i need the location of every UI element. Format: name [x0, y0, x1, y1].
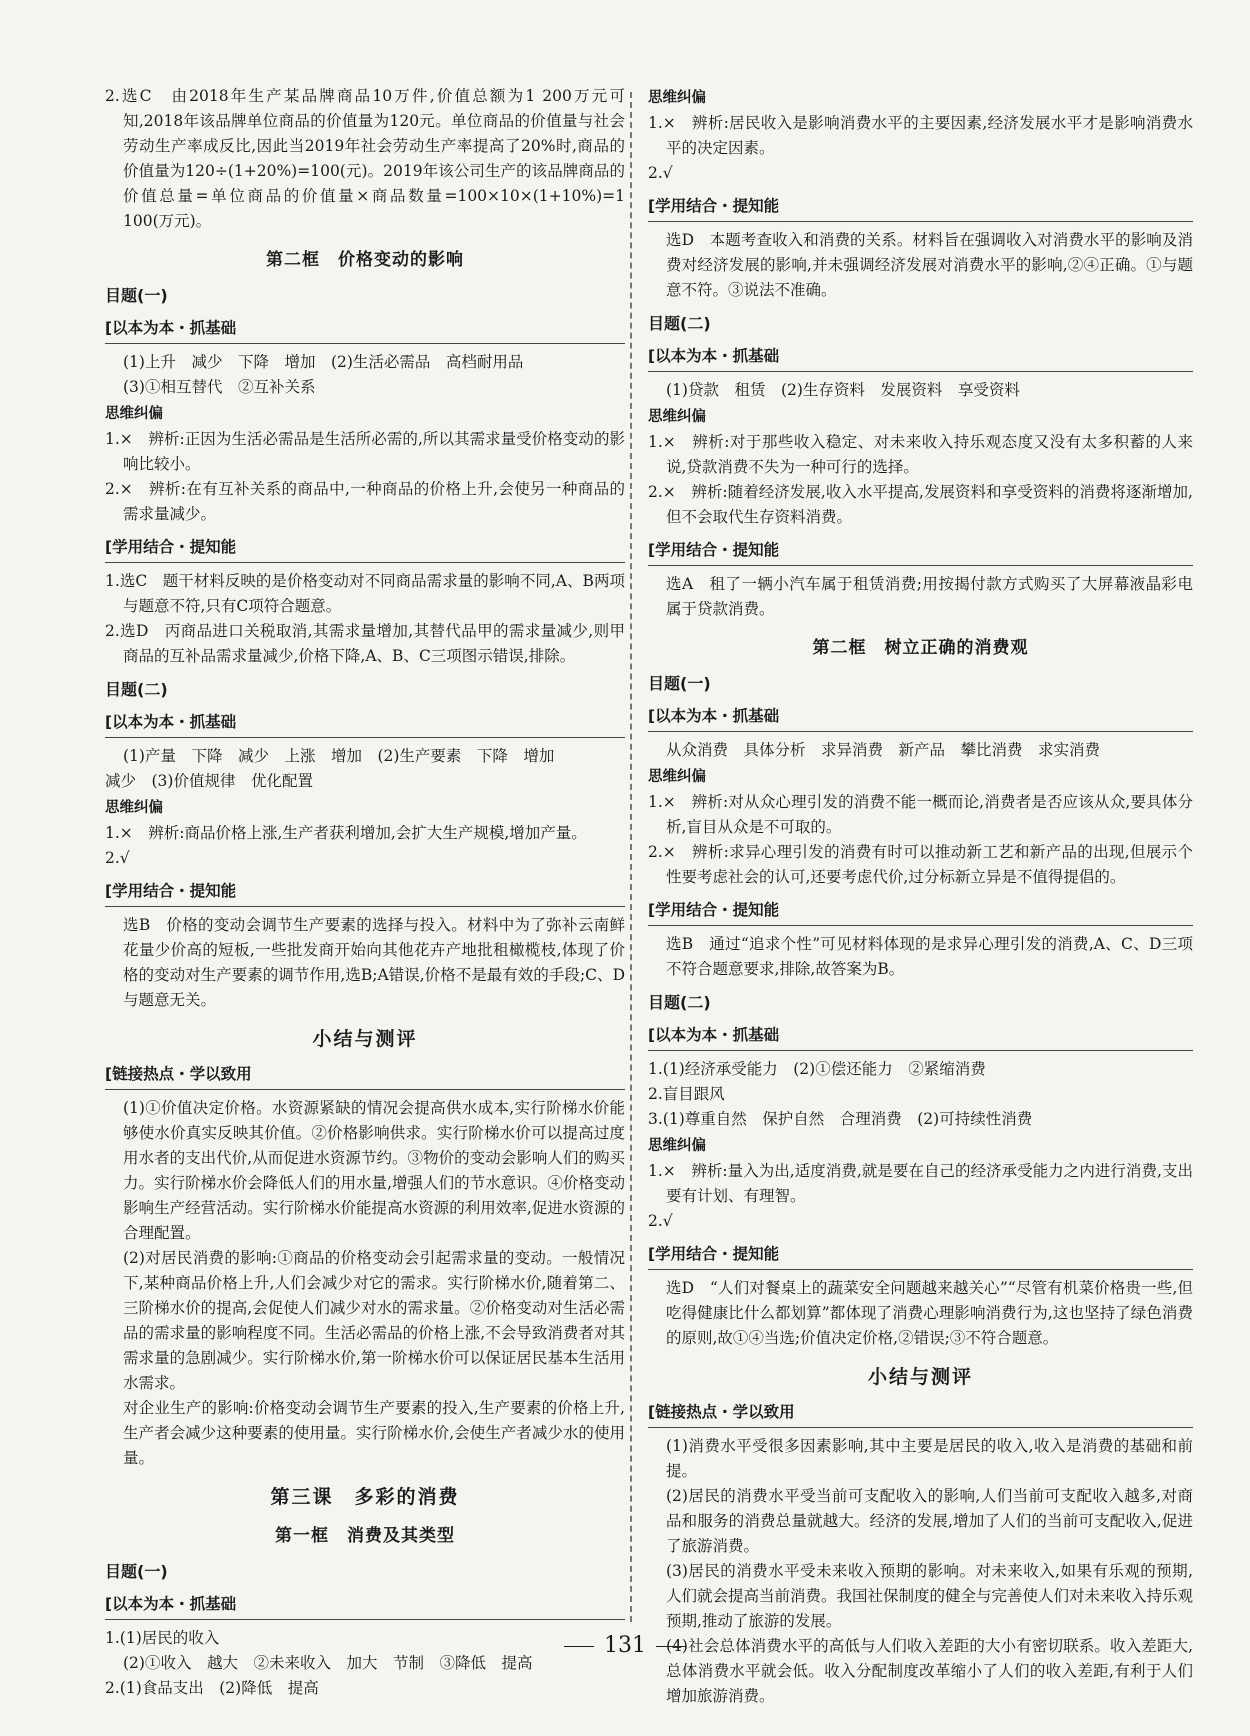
page-number: 131 — [0, 1633, 1250, 1658]
answer-paragraph: (4)社会总体消费水平的高低与人们收入差距的大小有密切联系。收入差距大,总体消费水平就会低。收入分配制度改革缩小了人们的收入差距,有利于人们增加旅游消费。 — [666, 1637, 1193, 1705]
topic-heading: 目题(一) — [105, 1562, 168, 1581]
subheading: 思维纠偏 — [648, 409, 706, 425]
answer-line: 2.× 辨析:求异心理引发的消费有时可以推动新工艺和新产品的出现,但展示个性要考虑社会的认可,还要考虑代价,过分标新立异是不值得提倡的。 — [648, 843, 1193, 886]
right-column — [648, 84, 1193, 1709]
answer-line: 1.(1)经济承受能力 (2)①偿还能力 ②紧缩消费 — [648, 1060, 986, 1078]
answer-line: 从众消费 具体分析 求异消费 新产品 攀比消费 求实消费 — [666, 741, 1101, 759]
summary-title: 小结与测评 — [312, 1028, 418, 1050]
section-tag: [ 以本为本・抓基础 — [648, 704, 1193, 732]
answer-paragraph: (2)对居民消费的影响:①商品的价格变动会引起需求量的变动。一般情况下,某种商品价格上升,人们会减少对它的需求。实行阶梯水价,随着第二、三阶梯水价的提高,会促使人们减少对水的需求量。②价格变动对生活必需品的需求量的影响程度不同。生活必需品的价格上涨,不会导致消费者对其需求量的急剧减少。实行阶梯水价,第一阶梯水价可以保证居民基本生活用水需求。 — [123, 1249, 625, 1392]
answer-line: 2.√ — [648, 1212, 673, 1230]
topic-heading: 目题(一) — [648, 674, 711, 693]
answer-line: 2.× 辨析:在有互补关系的商品中,一种商品的价格上升,会使另一种商品的需求量减少。 — [105, 480, 625, 523]
answer-line: 1.(1)居民的收入 — [105, 1629, 220, 1647]
answer-line: 1.× 辨析:居民收入是影响消费水平的主要因素,经济发展水平才是影响消费水平的决定因素。 — [648, 114, 1193, 157]
answer-line: 1.× 辨析:正因为生活必需品是生活所必需的,所以其需求量受价格变动的影响比较小。 — [105, 430, 625, 473]
section-tag: [ 学用结合・提知能 — [105, 879, 625, 907]
answer-line: 1.× 辨析:商品价格上涨,生产者获利增加,会扩大生产规模,增加产量。 — [105, 824, 587, 842]
subheading: 思维纠偏 — [648, 1138, 706, 1154]
section-title: 第二框 价格变动的影响 — [266, 250, 464, 270]
answer-line: 2.(1)食品支出 (2)降低 提高 — [105, 1679, 319, 1697]
left-column — [105, 84, 625, 1701]
answer-line: (1)产量 下降 减少 上涨 增加 (2)生产要素 下降 增加 — [123, 747, 555, 765]
answer-line: 选D 本题考查收入和消费的关系。材料旨在强调收入对消费水平的影响及消费对经济发展的影响,并未强调经济发展对消费水平的影响,②④正确。①与题意不符。③说法不准确。 — [666, 231, 1193, 299]
lesson-title: 第三课 多彩的消费 — [270, 1486, 460, 1508]
answer-paragraph: (3)居民的消费水平受未来收入预期的影响。对未来收入,如果有乐观的预期,人们就会提高当前消费。我国社保制度的健全与完善使人们对未来收入持乐观预期,推动了旅游的发展。 — [666, 1562, 1194, 1630]
answer-paragraph: 对企业生产的影响:价格变动会调节生产要素的投入,生产要素的价格上升,生产者会减少这种要素的使用量。实行阶梯水价,会使生产者减少水的使用量。 — [123, 1399, 625, 1467]
topic-heading: 目题(一) — [105, 286, 168, 305]
answer-line: 选D “人们对餐桌上的蔬菜安全问题越来越关心”“尽管有机菜价格贵一些,但吃得健康比什么都划算”都体现了消费心理影响消费行为,这也坚持了绿色消费的原则,故①④当选;价值决定价格,②错误;③不符合题意。 — [666, 1279, 1193, 1347]
answer-paragraph: (2)居民的消费水平受当前可支配收入的影响,人们当前可支配收入越多,对商品和服务的消费总量就越大。经济的发展,增加了人们的当前可支配收入,促进了旅游消费。 — [666, 1487, 1193, 1555]
answer-line: (2)①收入 越大 ②未来收入 加大 节制 ③降低 提高 — [123, 1654, 533, 1672]
section-tag: [ 以本为本・抓基础 — [648, 1023, 1193, 1051]
subheading: 思维纠偏 — [648, 769, 706, 785]
section-tag: [ 以本为本・抓基础 — [105, 710, 625, 738]
topic-heading: 目题(二) — [105, 680, 168, 699]
section-tag: [ 学用结合・提知能 — [648, 194, 1193, 222]
section-tag: [ 以本为本・抓基础 — [105, 1592, 625, 1620]
section-tag: [ 链接热点・学以致用 — [648, 1400, 1193, 1428]
answer-line: (3)①相互替代 ②互补关系 — [123, 378, 316, 396]
answer-line: 减少 (3)价值规律 优化配置 — [105, 772, 313, 790]
section-tag: [ 以本为本・抓基础 — [105, 316, 625, 344]
answer-line: 选B 通过“追求个性”可见材料体现的是求异心理引发的消费,A、C、D三项不符合题意要求,排除,故答案为B。 — [666, 935, 1193, 978]
topic-heading: 目题(二) — [648, 314, 711, 333]
column-divider — [630, 92, 632, 1622]
answer-line: 1.× 辨析:对于那些收入稳定、对未来收入持乐观态度又没有太多积蓄的人来说,贷款消费不失为一种可行的选择。 — [648, 433, 1193, 476]
answer-paragraph: (1)消费水平受很多因素影响,其中主要是居民的收入,收入是消费的基础和前提。 — [666, 1437, 1193, 1480]
answer-line: (1)贷款 租赁 (2)生存资料 发展资料 享受资料 — [666, 381, 1020, 399]
answer-paragraph: 2.选C 由2018年生产某品牌商品10万件,价值总额为1 200万元可知,2018年该品牌单位商品的价值量为120元。单位商品的价值量与社会劳动生产率成反比,因此当2019年社会劳动生产率提高了20%时,商品的价值量为120÷(1+20%)=100(元)。2019年该公司生产的该品牌商品的价值总量=单位商品的价值量×商品数量=100×10×(1+10%)=1 100(万元)。 — [105, 87, 625, 230]
subheading: 思维纠偏 — [105, 800, 163, 816]
section-title: 第一框 消费及其类型 — [275, 1526, 455, 1546]
section-tag: [ 学用结合・提知能 — [648, 1242, 1193, 1270]
section-tag: [ 学用结合・提知能 — [648, 538, 1193, 566]
answer-line: 2.√ — [648, 164, 673, 182]
answer-line: 2.√ — [105, 849, 130, 867]
answer-line: 2.盲目跟风 — [648, 1085, 725, 1103]
section-tag: [ 以本为本・抓基础 — [648, 344, 1193, 372]
answer-line: 2.选D 丙商品进口关税取消,其需求量增加,其替代品甲的需求量减少,则甲商品的互补品需求量减少,价格下降,A、B、C三项图示错误,排除。 — [105, 622, 625, 665]
answer-line: 1.× 辨析:量入为出,适度消费,就是要在自己的经济承受能力之内进行消费,支出要有计划、有理智。 — [648, 1162, 1193, 1205]
answer-line: 2.× 辨析:随着经济发展,收入水平提高,发展资料和享受资料的消费将逐渐增加,但不会取代生存资料消费。 — [648, 483, 1193, 526]
section-tag: [ 学用结合・提知能 — [648, 898, 1193, 926]
summary-title: 小结与测评 — [867, 1366, 973, 1388]
topic-heading: 目题(二) — [648, 993, 711, 1012]
answer-line: 1.选C 题干材料反映的是价格变动对不同商品需求量的影响不同,A、B两项与题意不符,只有C项符合题意。 — [105, 572, 625, 615]
subheading: 思维纠偏 — [648, 90, 706, 106]
answer-line: 3.(1)尊重自然 保护自然 合理消费 (2)可持续性消费 — [648, 1110, 1033, 1128]
answer-line: 1.× 辨析:对从众心理引发的消费不能一概而论,消费者是否应该从众,要具体分析,盲目从众是不可取的。 — [648, 793, 1193, 836]
section-tag: [ 学用结合・提知能 — [105, 535, 625, 563]
answer-line: 选A 租了一辆小汽车属于租赁消费;用按揭付款方式购买了大屏幕液晶彩电属于贷款消费。 — [666, 575, 1193, 618]
section-title: 第二框 树立正确的消费观 — [812, 638, 1029, 658]
answer-line: 选B 价格的变动会调节生产要素的选择与投入。材料中为了弥补云南鲜花量少价高的短板,一些批发商开始向其他花卉产地批租橄榄枝,体现了价格的变动对生产要素的调节作用,选B;A错误,价格不是最有效的手段;C、D与题意无关。 — [123, 916, 625, 1009]
subheading: 思维纠偏 — [105, 406, 163, 422]
answer-line: (1)上升 减少 下降 增加 (2)生活必需品 高档耐用品 — [123, 353, 524, 371]
answer-paragraph: (1)①价值决定价格。水资源紧缺的情况会提高供水成本,实行阶梯水价能够使水价真实反映其价值。②价格影响供求。实行阶梯水价可以提高过度用水者的支出代价,从而促进水资源节约。③物价的变动会影响人们的购买力。实行阶梯水价会降低人们的用水量,增强人们的节水意识。④价格变动影响生产经营活动。实行阶梯水价能提高水资源的利用效率,促进水资源的合理配置。 — [123, 1099, 625, 1242]
section-tag: [ 链接热点・学以致用 — [105, 1062, 625, 1090]
